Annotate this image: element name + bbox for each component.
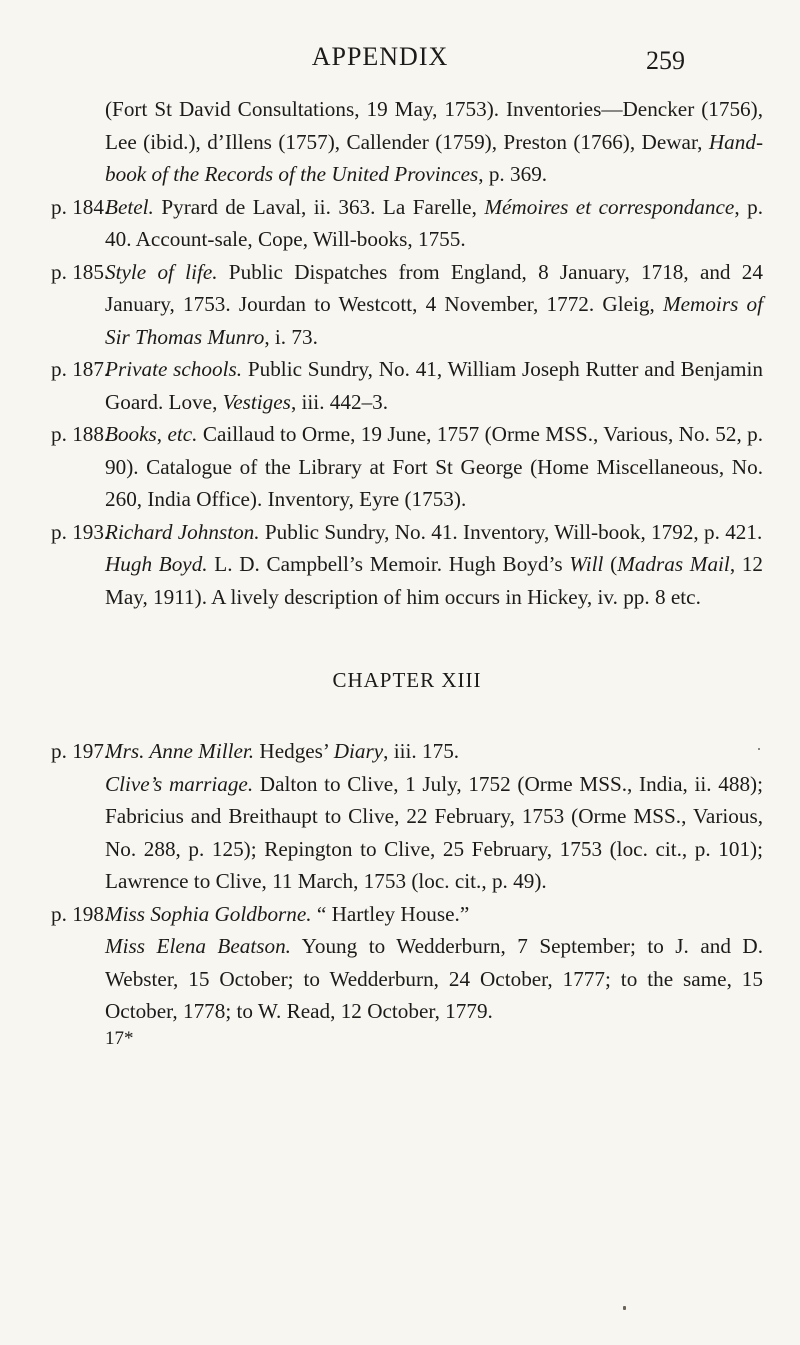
entry-title: Mrs. Anne Miller. xyxy=(105,739,255,763)
entry-title: Richard Johnston. xyxy=(105,519,260,544)
entry-p184 xyxy=(51,191,763,256)
intro-paragraph xyxy=(51,93,763,191)
entry-italic: Will xyxy=(569,552,604,576)
entry-title: Private schools. xyxy=(105,357,243,381)
entry-text: , iii. 442–3. xyxy=(290,389,389,414)
page-ref: p. 187. xyxy=(51,357,110,381)
entry-text: , 12 May, 1911). A lively description of him occurs in Hickey, iv. pp. 8 etc. xyxy=(105,552,764,609)
entry-text: , iii. 175. xyxy=(383,739,460,763)
entry-text: Public Sundry, No. 41, William Joseph Rutter and Benjamin Goard. Love, xyxy=(105,357,763,414)
page-ref: p. 198. xyxy=(51,901,110,926)
page-ref: p. 185. xyxy=(51,259,110,284)
entry-text: L. D. Campbell’s Memoir. Hugh Boyd’s xyxy=(207,552,570,576)
page-body xyxy=(51,93,763,1050)
page-header xyxy=(0,42,800,82)
paper-speck xyxy=(758,748,760,750)
entry-elena-beatson xyxy=(51,930,763,1028)
paper-speck xyxy=(623,1306,626,1310)
entry-p197 xyxy=(51,735,763,768)
entry-text: Hedges’ xyxy=(254,739,334,763)
entry-text: , i. 73. xyxy=(264,324,318,349)
intro-text: (Fort St David Consultations, 19 May, 1753). Inventories—Dencker (1756), Lee (ibid.), d’Illens (1757), Callender (1759), Preston (1766), Dewar, xyxy=(105,97,763,154)
page-ref: p. 193. xyxy=(51,519,110,544)
running-head: APPENDIX xyxy=(311,42,449,71)
entry-title: Books xyxy=(105,422,157,446)
entry-italic: Diary xyxy=(333,739,384,763)
entry-p187 xyxy=(51,353,763,418)
entry-p185 xyxy=(51,256,763,354)
entry-text: Dalton to Clive, 1 July, 1752 (Orme MSS., India, ii. 488); Fabricius and Breithaupt to Clive, 22 February, 1753 (Orme MSS., Various, No. 288, p. 125); Repington to Clive, 25 February, 1753 (loc. cit., p. 101); Lawrence to Clive, 11 March, 1753 (loc. cit., p. 49). xyxy=(105,771,763,893)
entry-text: Public Dispatches from England, 8 January, 1718, and 24 January, 1753. Jourdan to Westcott, 4 November, 1772. Gleig, xyxy=(105,259,763,316)
entry-text: Young to Wedderburn, 7 September; to J. and D. Webster, 15 October; to Wedderburn, 24 October, 1777; to the same, 15 October, 1778; to W. Read, 12 October, 1779. xyxy=(105,934,763,1023)
entry-italic: etc. xyxy=(167,422,198,446)
entry-text: , p. 40. Account-sale, Cope, Will-books, 1755. xyxy=(105,194,763,251)
entry-hugh-boyd xyxy=(51,548,763,613)
entry-p188 xyxy=(51,418,763,516)
entry-clive-marriage xyxy=(51,768,763,898)
entry-text: ( xyxy=(603,552,618,576)
entry-text: , xyxy=(156,422,168,446)
entry-title: Style of life. xyxy=(105,259,218,284)
intro-italic: Hand-book of the Records of the United Provinces xyxy=(105,129,763,186)
entry-italic: Madras Mail xyxy=(617,552,730,576)
entry-p198 xyxy=(51,898,763,931)
entry-text: “ Hartley House.” xyxy=(311,901,470,926)
entry-text: Pyrard de Laval, ii. 363. La Farelle, xyxy=(153,194,485,219)
entry-title: Miss Elena Beatson. xyxy=(105,934,291,958)
entry-text: Public Sundry, No. 41. Inventory, Will-book, 1792, p. 421. xyxy=(259,519,763,544)
entry-italic: Mémoires et correspondance xyxy=(484,194,735,219)
entry-title: Hugh Boyd. xyxy=(105,552,208,576)
entry-italic: Vestiges xyxy=(222,389,291,414)
entry-italic: Memoirs of Sir Thomas Munro xyxy=(105,292,764,349)
page-ref: p. 188. xyxy=(51,422,110,446)
intro-tail: , p. 369. xyxy=(478,162,548,186)
page-number: 259 xyxy=(646,46,685,75)
entry-title: Miss Sophia Goldborne. xyxy=(105,901,312,926)
page-ref: p. 184. xyxy=(51,194,110,219)
chapter-heading: CHAPTER XIII xyxy=(332,668,482,692)
signature-mark: 17* xyxy=(105,1027,134,1049)
entry-text: Caillaud to Orme, 19 June, 1757 (Orme MSS., Various, No. 52, p. 90). Catalogue of the Library at Fort St George (Home Miscellaneous, No. 260, India Office). Inventory, Eyre (1753). xyxy=(105,422,764,511)
entry-title: Clive’s marriage. xyxy=(105,771,254,796)
page-ref: p. 197. xyxy=(51,739,110,763)
entry-title: Betel. xyxy=(105,194,154,219)
entry-p193 xyxy=(51,516,763,549)
